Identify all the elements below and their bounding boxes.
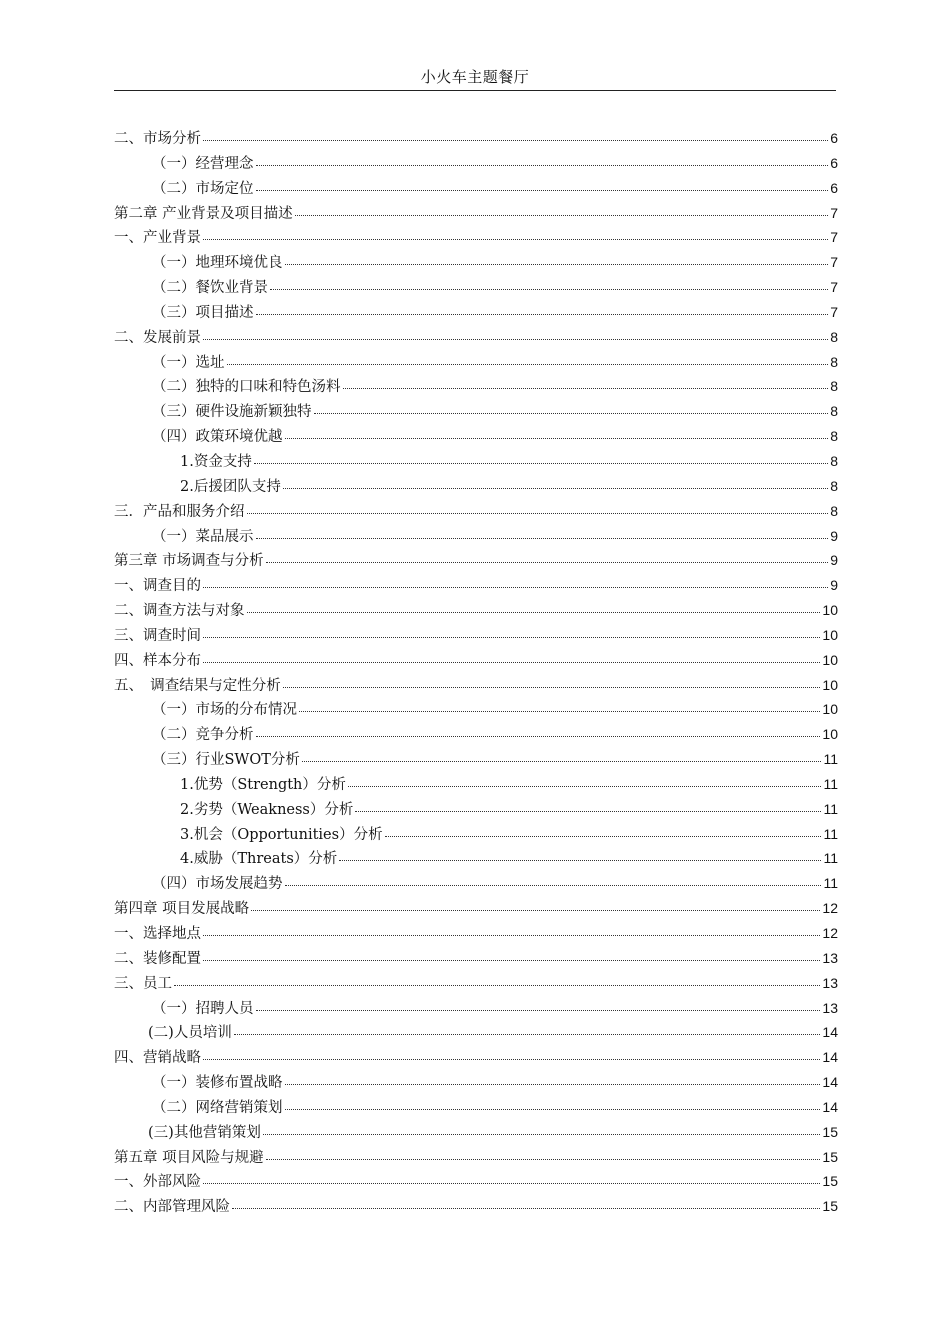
toc-entry-title: 1.优势（Strength）分析	[180, 776, 346, 793]
toc-entry[interactable]	[114, 896, 838, 921]
toc-entry-page-number: 15	[822, 1173, 838, 1190]
toc-entry-title: 一、产业背景	[114, 230, 201, 247]
toc-dot-leader	[285, 1083, 821, 1085]
toc-entry[interactable]	[114, 1194, 838, 1219]
toc-entry-title: 二、装修配置	[114, 950, 201, 967]
toc-entry-page-number: 13	[822, 949, 838, 966]
toc-entry-page-number: 10	[822, 726, 838, 743]
toc-dot-leader	[203, 959, 820, 961]
toc-entry[interactable]	[114, 996, 838, 1021]
toc-entry-title: 第三章 市场调查与分析	[114, 553, 264, 570]
toc-entry-page-number: 8	[830, 477, 838, 494]
toc-entry-title: （三）行业SWOT分析	[152, 752, 300, 769]
toc-dot-leader	[263, 1133, 821, 1135]
toc-entry-title: （一）地理环境优良	[152, 255, 283, 272]
toc-entry[interactable]	[114, 126, 838, 151]
toc-dot-leader	[299, 710, 820, 712]
toc-dot-leader	[348, 785, 822, 787]
toc-entry-page-number: 10	[822, 651, 838, 668]
toc-entry-title: 第五章 项目风险与规避	[114, 1149, 264, 1166]
toc-entry-title: 四、营销战略	[114, 1050, 201, 1067]
toc-entry-page-number: 10	[822, 626, 838, 643]
toc-entry[interactable]	[114, 548, 838, 573]
toc-entry[interactable]	[114, 871, 838, 896]
toc-entry-title: （二）独特的口味和特色汤料	[152, 379, 341, 396]
toc-entry-page-number: 13	[822, 974, 838, 991]
toc-dot-leader	[339, 859, 821, 861]
toc-dot-leader	[203, 338, 828, 340]
toc-dot-leader	[203, 1058, 820, 1060]
toc-entry[interactable]	[114, 822, 838, 847]
toc-entry[interactable]	[114, 250, 838, 275]
toc-entry-page-number: 8	[830, 403, 838, 420]
toc-entry[interactable]	[114, 747, 838, 772]
header-rule	[114, 90, 836, 91]
toc-entry[interactable]	[114, 325, 838, 350]
toc-entry-page-number: 7	[830, 229, 838, 246]
toc-entry-page-number: 6	[830, 154, 838, 171]
toc-entry[interactable]	[114, 499, 838, 524]
toc-entry[interactable]	[114, 350, 838, 375]
toc-entry-page-number: 11	[823, 825, 838, 842]
toc-entry-page-number: 12	[822, 900, 838, 917]
toc-entry[interactable]	[114, 524, 838, 549]
toc-dot-leader	[247, 611, 821, 613]
toc-entry-page-number: 14	[822, 1049, 838, 1066]
toc-entry-page-number: 7	[830, 303, 838, 320]
toc-entry[interactable]	[114, 201, 838, 226]
toc-entry-page-number: 14	[822, 1024, 838, 1041]
toc-entry-page-number: 11	[823, 751, 838, 768]
toc-entry-page-number: 15	[822, 1198, 838, 1215]
toc-entry[interactable]	[114, 1070, 838, 1095]
toc-entry[interactable]	[114, 946, 838, 971]
toc-entry[interactable]	[114, 697, 838, 722]
toc-entry[interactable]	[114, 1095, 838, 1120]
toc-dot-leader	[251, 909, 820, 911]
toc-dot-leader	[266, 561, 828, 563]
toc-entry-page-number: 10	[822, 676, 838, 693]
toc-dot-leader	[234, 1033, 821, 1035]
toc-entry[interactable]	[114, 971, 838, 996]
toc-dot-leader	[203, 139, 828, 141]
toc-entry-page-number: 11	[823, 850, 838, 867]
toc-entry[interactable]	[114, 598, 838, 623]
toc-entry-title: （一）市场的分布情况	[152, 702, 297, 719]
toc-entry[interactable]	[114, 225, 838, 250]
toc-entry-page-number: 7	[830, 204, 838, 221]
toc-entry-title: 1.资金支持	[180, 453, 252, 470]
toc-entry-title: （三）项目描述	[152, 304, 254, 321]
toc-entry[interactable]	[114, 151, 838, 176]
toc-entry-page-number: 8	[830, 452, 838, 469]
toc-dot-leader	[203, 636, 820, 638]
toc-entry-page-number: 8	[830, 353, 838, 370]
toc-dot-leader	[256, 313, 829, 315]
toc-entry-page-number: 11	[823, 775, 838, 792]
toc-entry-title: (二)人员培训	[148, 1025, 232, 1042]
toc-entry-title: 五、 调查结果与定性分析	[114, 677, 281, 694]
toc-entry-page-number: 15	[822, 1148, 838, 1165]
toc-entry-title: 三、员工	[114, 975, 172, 992]
toc-entry-page-number: 13	[822, 999, 838, 1016]
toc-dot-leader	[256, 1009, 821, 1011]
toc-entry[interactable]	[114, 921, 838, 946]
toc-entry[interactable]	[114, 300, 838, 325]
toc-dot-leader	[203, 238, 828, 240]
toc-entry-title: （一）经营理念	[152, 155, 254, 172]
toc-entry-title: 一、选择地点	[114, 926, 201, 942]
toc-entry-title: 第四章 项目发展战略	[114, 901, 250, 918]
toc-dot-leader	[355, 810, 821, 812]
toc-dot-leader	[283, 686, 821, 688]
toc-entry-page-number: 14	[822, 1098, 838, 1115]
toc-entry-page-number: 10	[822, 602, 838, 619]
toc-entry-title: 一、调查目的	[114, 578, 201, 595]
toc-entry-page-number: 6	[830, 130, 838, 146]
toc-entry-page-number: 6	[830, 179, 838, 196]
toc-entry-title: 一、外部风险	[114, 1174, 201, 1191]
toc-entry-title: （二）网络营销策划	[152, 1099, 283, 1116]
toc-dot-leader	[174, 984, 820, 986]
toc-dot-leader	[314, 412, 829, 414]
toc-entry-page-number: 9	[830, 577, 838, 594]
toc-entry-page-number: 9	[830, 527, 838, 544]
toc-dot-leader	[343, 387, 829, 389]
toc-entry[interactable]	[114, 176, 838, 201]
toc-entry-page-number: 7	[830, 279, 838, 296]
toc-entry-page-number: 7	[830, 254, 838, 271]
toc-entry-title: 第二章 产业背景及项目描述	[114, 205, 293, 222]
toc-entry-title: （二）市场定位	[152, 180, 254, 197]
toc-dot-leader	[247, 512, 829, 514]
toc-dot-leader	[285, 437, 829, 439]
toc-dot-leader	[254, 462, 828, 464]
toc-entry-title: （四）市场发展趋势	[152, 876, 283, 893]
toc-entry-page-number: 9	[830, 552, 838, 569]
toc-entry-title: （二）餐饮业背景	[152, 280, 268, 297]
toc-entry-title: 2.后援团队支持	[180, 478, 281, 495]
toc-entry[interactable]	[114, 573, 838, 598]
toc-entry[interactable]	[114, 424, 838, 449]
toc-dot-leader	[203, 1182, 820, 1184]
toc-entry-title: 4.威胁（Threats）分析	[180, 851, 338, 868]
toc-entry[interactable]	[114, 399, 838, 424]
toc-entry-page-number: 11	[823, 800, 838, 817]
toc-entry[interactable]	[114, 449, 838, 474]
toc-entry[interactable]	[114, 797, 838, 822]
toc-entry-page-number: 10	[822, 701, 838, 718]
toc-entry-title: （一）菜品展示	[152, 528, 254, 545]
toc-entry-title: （一）装修布置战略	[152, 1075, 283, 1092]
toc-dot-leader	[256, 537, 829, 539]
toc-entry[interactable]	[114, 275, 838, 300]
toc-dot-leader	[256, 164, 829, 166]
toc-entry-title: 2.劣势（Weakness）分析	[180, 801, 354, 818]
toc-entry[interactable]	[114, 1145, 838, 1170]
toc-dot-leader	[256, 735, 821, 737]
toc-entry[interactable]	[114, 722, 838, 747]
toc-dot-leader	[285, 884, 822, 886]
toc-dot-leader	[203, 586, 828, 588]
toc-dot-leader	[283, 487, 828, 489]
toc-entry-title: （一）选址	[152, 354, 225, 371]
toc-entry-title: 3.机会（Opportunities）分析	[180, 826, 383, 843]
toc-entry-title: 三、调查时间	[114, 627, 201, 644]
toc-dot-leader	[266, 1158, 821, 1160]
toc-entry-page-number: 8	[830, 428, 838, 445]
toc-entry[interactable]	[114, 374, 838, 399]
toc-entry[interactable]	[114, 1020, 838, 1045]
toc-dot-leader	[385, 835, 822, 837]
toc-entry-title: 二、调查方法与对象	[114, 603, 245, 620]
toc-entry[interactable]	[114, 623, 838, 648]
toc-dot-leader	[256, 189, 829, 191]
toc-dot-leader	[285, 1108, 821, 1110]
toc-entry-page-number: 12	[822, 925, 838, 941]
table-of-contents	[114, 126, 838, 1219]
toc-entry-page-number: 8	[830, 328, 838, 345]
toc-dot-leader	[203, 934, 820, 936]
toc-entry-title: 四、样本分布	[114, 652, 201, 669]
toc-entry-title: 二、市场分析	[114, 131, 201, 147]
toc-entry-page-number: 14	[822, 1074, 838, 1091]
toc-entry-title: （四）政策环境优越	[152, 429, 283, 446]
toc-entry[interactable]	[114, 772, 838, 797]
toc-entry[interactable]	[114, 1045, 838, 1070]
toc-dot-leader	[295, 214, 828, 216]
toc-entry[interactable]	[114, 474, 838, 499]
toc-entry-page-number: 15	[822, 1123, 838, 1140]
toc-dot-leader	[302, 760, 822, 762]
toc-dot-leader	[227, 363, 829, 365]
toc-entry-title: （三）硬件设施新颖独特	[152, 404, 312, 421]
toc-dot-leader	[232, 1207, 820, 1209]
toc-entry-title: （一）招聘人员	[152, 1000, 254, 1017]
toc-dot-leader	[203, 661, 820, 663]
toc-entry[interactable]	[114, 1120, 838, 1145]
toc-dot-leader	[270, 288, 828, 290]
toc-entry-page-number: 8	[830, 502, 838, 519]
toc-entry-page-number: 8	[830, 378, 838, 395]
toc-entry-title: 二、发展前景	[114, 329, 201, 346]
page-header-title: 小火车主题餐厅	[420, 68, 530, 86]
toc-entry-title: 三．产品和服务介绍	[114, 503, 245, 520]
toc-entry[interactable]	[114, 1169, 838, 1194]
toc-entry-title: 二、内部管理风险	[114, 1199, 230, 1216]
toc-entry-title: (三)其他营销策划	[148, 1124, 261, 1141]
toc-dot-leader	[285, 263, 829, 265]
toc-entry[interactable]	[114, 648, 838, 673]
toc-entry-page-number: 11	[823, 875, 838, 892]
toc-entry[interactable]	[114, 673, 838, 698]
toc-entry-title: （二）竞争分析	[152, 727, 254, 744]
toc-entry[interactable]	[114, 846, 838, 871]
